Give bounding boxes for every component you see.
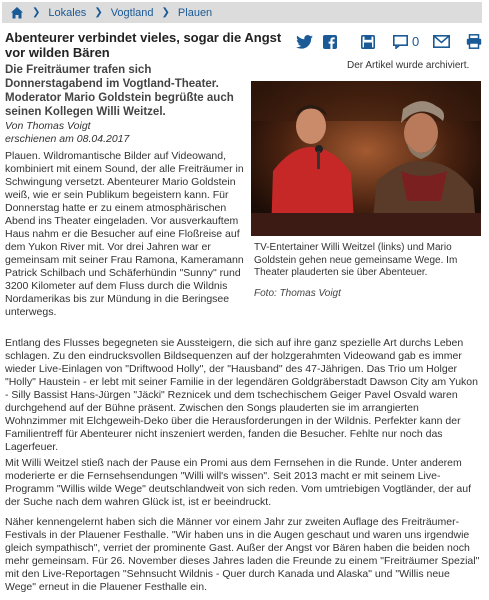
- comment-count[interactable]: 0: [412, 34, 420, 49]
- print-icon[interactable]: [466, 34, 482, 49]
- article-lead: Die Freiträumer trafen sich Donnerstagabend im Vogtland-Theater. Moderator Mario Goldstein begrüßte auch seinen Kollegen Willi Weitzel.: [5, 64, 234, 118]
- archived-note: Der Artikel wurde archiviert.: [347, 60, 470, 71]
- comment-icon[interactable]: [393, 35, 408, 49]
- article-title: Abenteurer verbindet vieles, sogar die Angst vor wilden Bären: [5, 30, 282, 60]
- breadcrumb-item-lokales[interactable]: Lokales: [48, 6, 87, 19]
- email-icon[interactable]: [433, 35, 450, 48]
- author-name: Von Thomas Voigt: [5, 120, 91, 132]
- article-paragraph: Entlang des Flusses begegneten sie Aussteigern, die sich auf ihre ganz spezielle Art durchs Leben schlagen. Zu den eindrucksvollen Bildsequenzen auf der holzgerahmten Videowand gab es immer wieder Live-Einlagen von "Driftwood Holly", der "Hausband" des 47-Jährigen. Das Trio um Holger "Holly" Haustein - er lebt mit seiner Familie in der legendären Goldgräberstadt Dawson City am Yukon - Silly Bassist Hans-Jürgen "Jäcki" Reznicek und dem tschechischem Geiger Pavel Osvald waren durchgehend auf der Bühne präsent. Zwischen den Songs plauderten sie im arrangierten Wohnzimmer mit Elchgeweih-Deko über die Herausforderungen in der Wildnis. Perfekter kann der Familientreff für Abenteurer nicht inszeniert werden, fanden die Besucher. Fehlte nur noch das Lagerfeuer.: [5, 337, 478, 453]
- breadcrumb: [2, 2, 482, 23]
- share-toolbar: [296, 34, 489, 49]
- chevron-right-icon: ❯: [32, 7, 41, 18]
- article-paragraph: Mit Willi Weitzel stieß nach der Pause ein Promi aus dem Fernsehen in die Runde. Unter anderem moderierte er die Fernsehsendungen "Willi will's wissen". Seit 2013 macht er mit seinem Live-Programm "Willis wilde Wege" deutschlandweit von sich reden. Vom umtriebigen Vogtländer, der auf der Suche nach dem wahren Glück ist, ist er beeindruckt.: [5, 457, 471, 508]
- article-paragraph: Näher kennengelernt haben sich die Männer vor einem Jahr zur zweiten Auflage des Freiträumer-Festivals in der Plauener Festhalle. "Wir haben uns in die Augen geschaut und waren uns irgendwie gleich sympathisch", verriet der prominente Gast. Außer der Angst vor Bären haben die beiden noch mehr gemeinsam. Für 26. November dieses Jahres laden die Freunde zu einem "Freiträumer Spezial" mit den Live-Reportagen "Sehnsucht Wildnis - Quer durch Kanada und Alaska" und "Willis neue Wege" erneut in die Plauener Festhalle ein.: [5, 516, 480, 593]
- facebook-icon[interactable]: [323, 35, 337, 49]
- article-paragraph-intro: Plauen. Wildromantische Bilder auf Videowand, kombiniert mit einem Sound, der alle Freiträumer in Schwingung versetzt. Abenteurer Mario Goldstein weiß, wie er sein Publikum begeistern kann. Für Donnerstag hatte er zu einem atmosphärischen Abend ins Theater eingeladen. Vor ausverkauftem Haus nahm er die Besucher auf eine Floßreise auf dem Yukon River mit. Vor drei Jahren war er gemeinsam mit seiner Frau Ramona, Kameramann Patrick Schilbach und Schäferhündin "Sunny" rund 3200 Kilometer auf dem Fluss durch die Wildnis Nordamerikas bis zur Mündung in die Beringsee unterwegs.: [5, 150, 244, 318]
- home-icon[interactable]: [10, 6, 24, 20]
- breadcrumb-item-plauen[interactable]: Plauen: [177, 6, 213, 19]
- chevron-right-icon: ❯: [161, 7, 170, 18]
- photo-caption: TV-Entertainer Willi Weitzel (links) und Mario Goldstein gehen neue gemeinsame Wege. Im Theater plauderten sie über Abenteuer.: [254, 242, 458, 278]
- save-icon[interactable]: [361, 35, 375, 49]
- twitter-icon[interactable]: [296, 35, 313, 49]
- publish-date: erschienen am 08.04.2017: [5, 133, 130, 145]
- article-photo[interactable]: [251, 81, 481, 236]
- photo-credit: Foto: Thomas Voigt: [254, 288, 341, 299]
- breadcrumb-item-vogtland[interactable]: Vogtland: [110, 6, 154, 19]
- article-byline: [5, 120, 245, 146]
- chevron-right-icon: ❯: [94, 7, 103, 18]
- photo-illustration: [251, 81, 481, 236]
